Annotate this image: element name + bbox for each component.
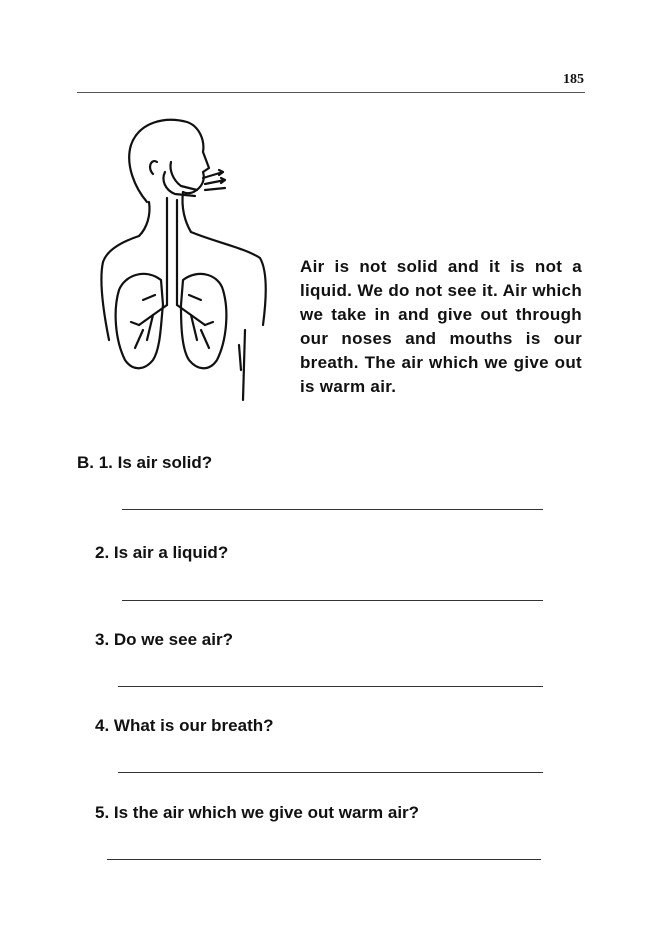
header-rule bbox=[77, 92, 585, 93]
answer-line-4[interactable] bbox=[118, 772, 543, 773]
answer-line-1[interactable] bbox=[122, 509, 543, 510]
question-3: 3. Do we see air? bbox=[95, 630, 233, 649]
question-2: 2. Is air a liquid? bbox=[95, 543, 229, 562]
passage-text: Air is not solid and it is not a liquid. We do not see it. Air which we take in and give out through our noses and mouths is our breath. The air which we give out is warm air. bbox=[300, 257, 582, 396]
answer-line-2[interactable] bbox=[122, 600, 543, 601]
question-5: 5. Is the air which we give out warm air? bbox=[95, 803, 420, 822]
answer-line-3[interactable] bbox=[118, 686, 543, 687]
question-4: 4. What is our breath? bbox=[95, 716, 274, 735]
question-1: B. 1. Is air solid? bbox=[77, 453, 213, 472]
respiratory-system-illustration bbox=[95, 110, 285, 410]
answer-line-5[interactable] bbox=[107, 859, 541, 860]
page-number: 185 bbox=[563, 72, 584, 87]
